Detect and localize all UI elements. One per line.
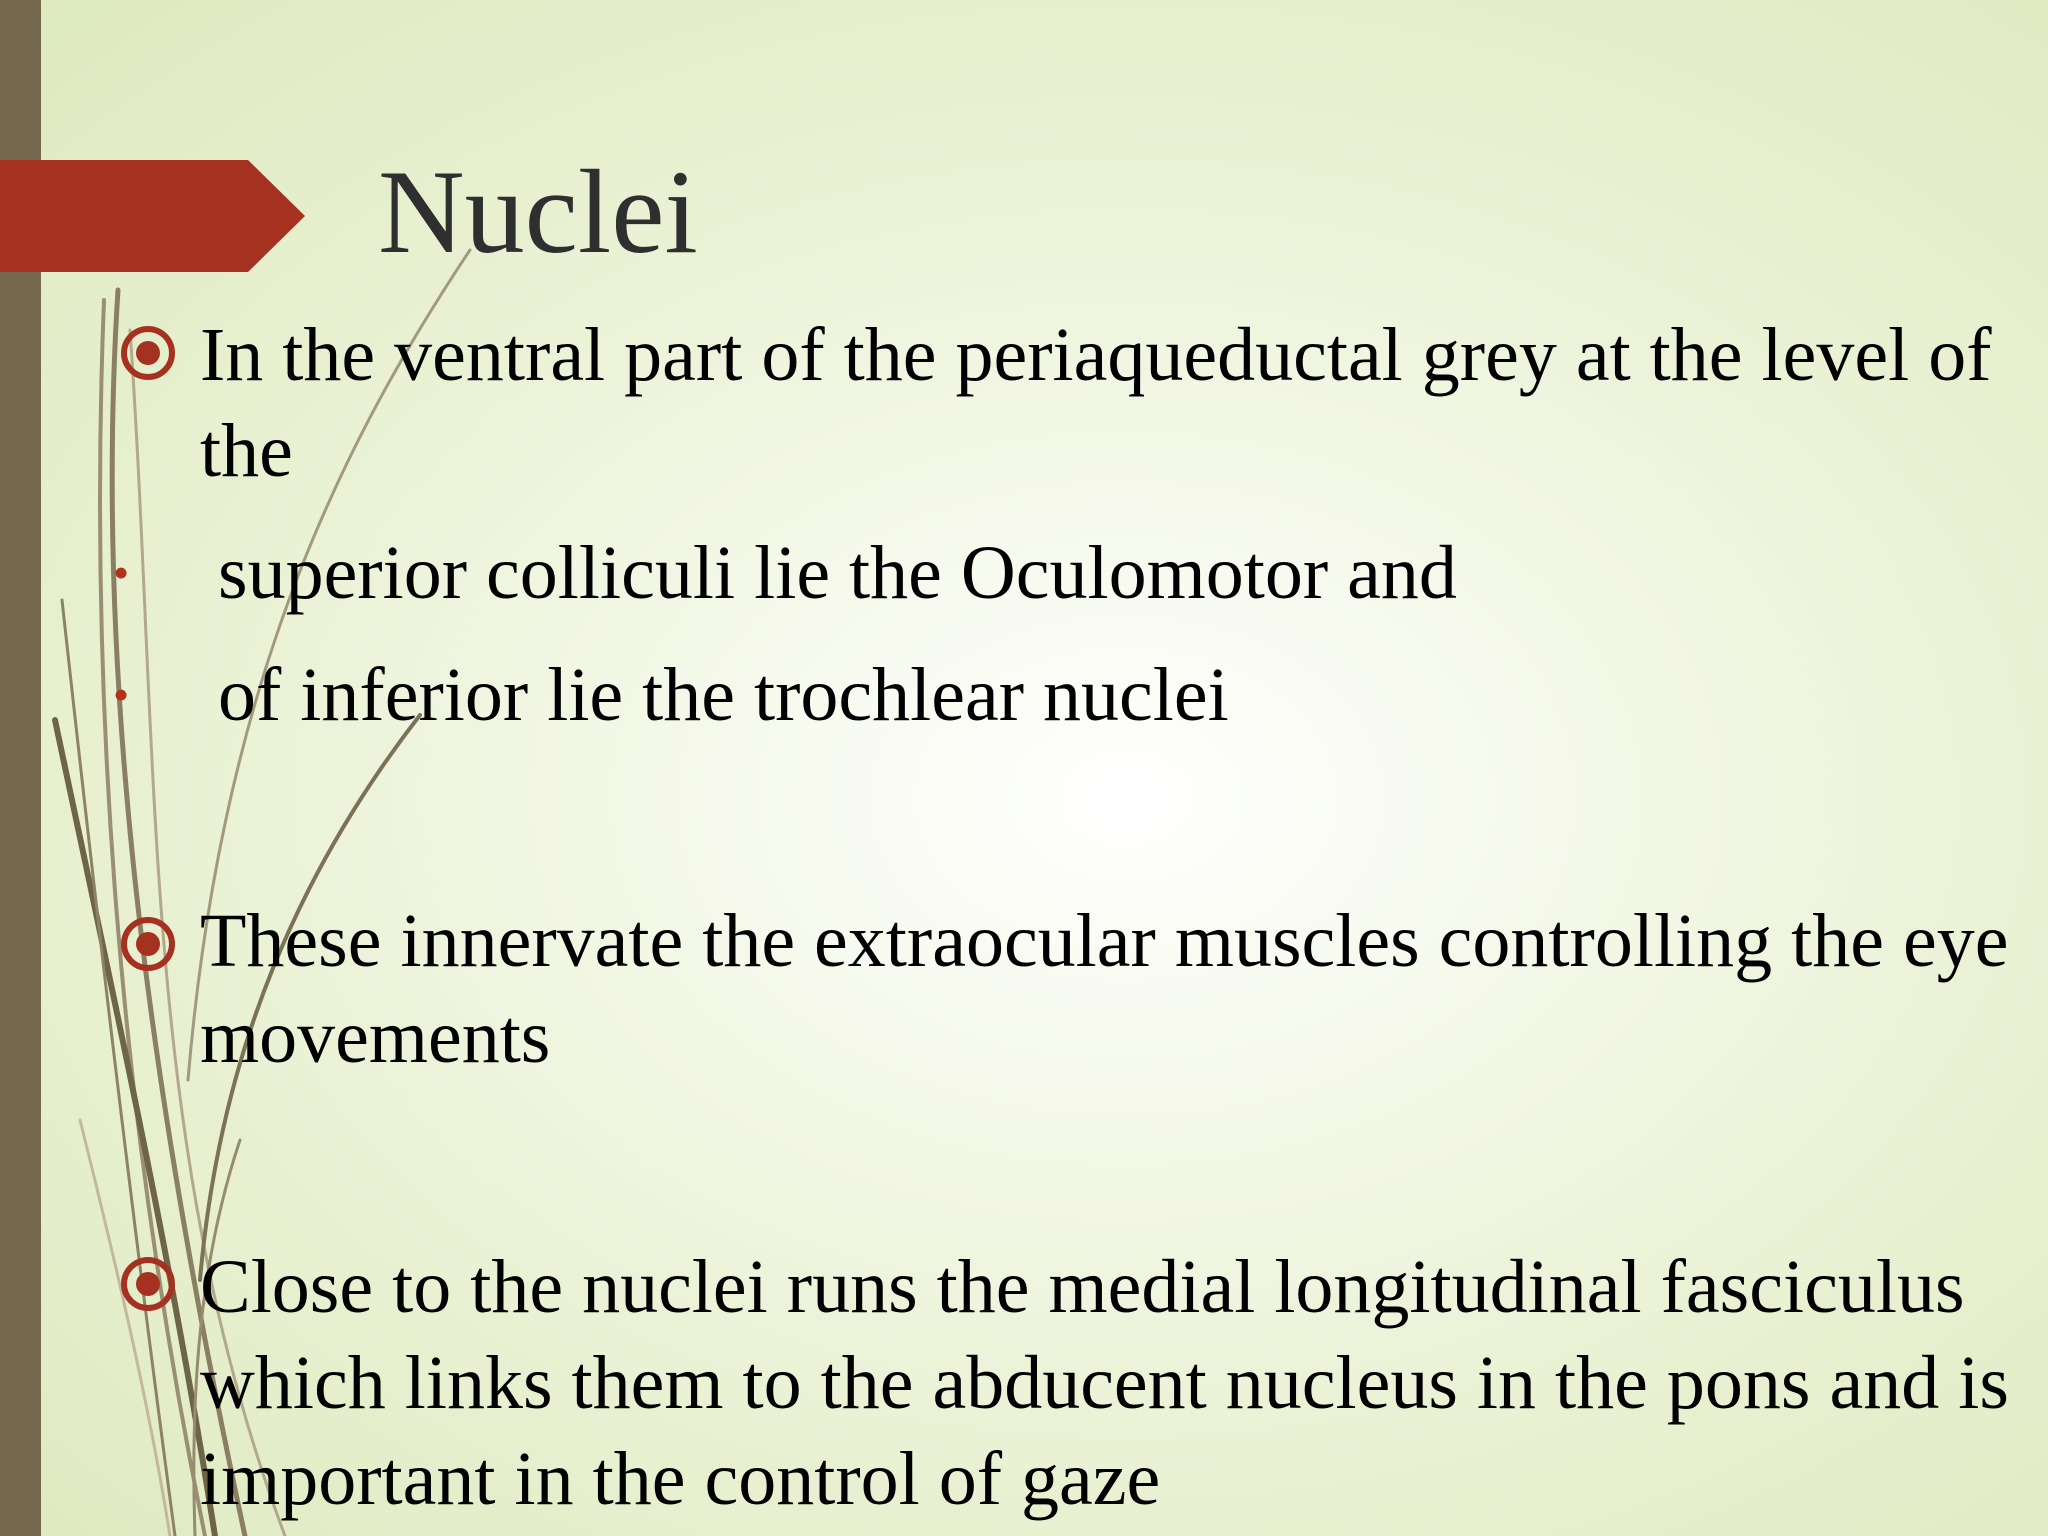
bullet-item: These innervate the extraocular muscles controlling the eye movements	[200, 899, 2009, 1079]
sub-bullet-item: superior colliculi lie the Oculomotor and	[218, 531, 1457, 615]
target-bullet-icon	[118, 1254, 178, 1314]
sub-bullet-item: of inferior lie the trochlear nuclei	[218, 653, 1229, 737]
target-bullet-icon	[118, 323, 178, 383]
target-bullet-icon	[118, 914, 178, 974]
bullet-item: In the ventral part of the periaqueductal grey at the level of the	[200, 313, 1992, 493]
slide-title: Nuclei	[378, 145, 698, 278]
sub-bullet-marker: •	[113, 669, 130, 720]
sub-bullet-marker: •	[113, 547, 130, 598]
bullet-item: Close to the nuclei runs the medial longitudinal fasciculus which links them to the abducent nucleus in the pons and is important in the control of gaze	[200, 1245, 2009, 1521]
